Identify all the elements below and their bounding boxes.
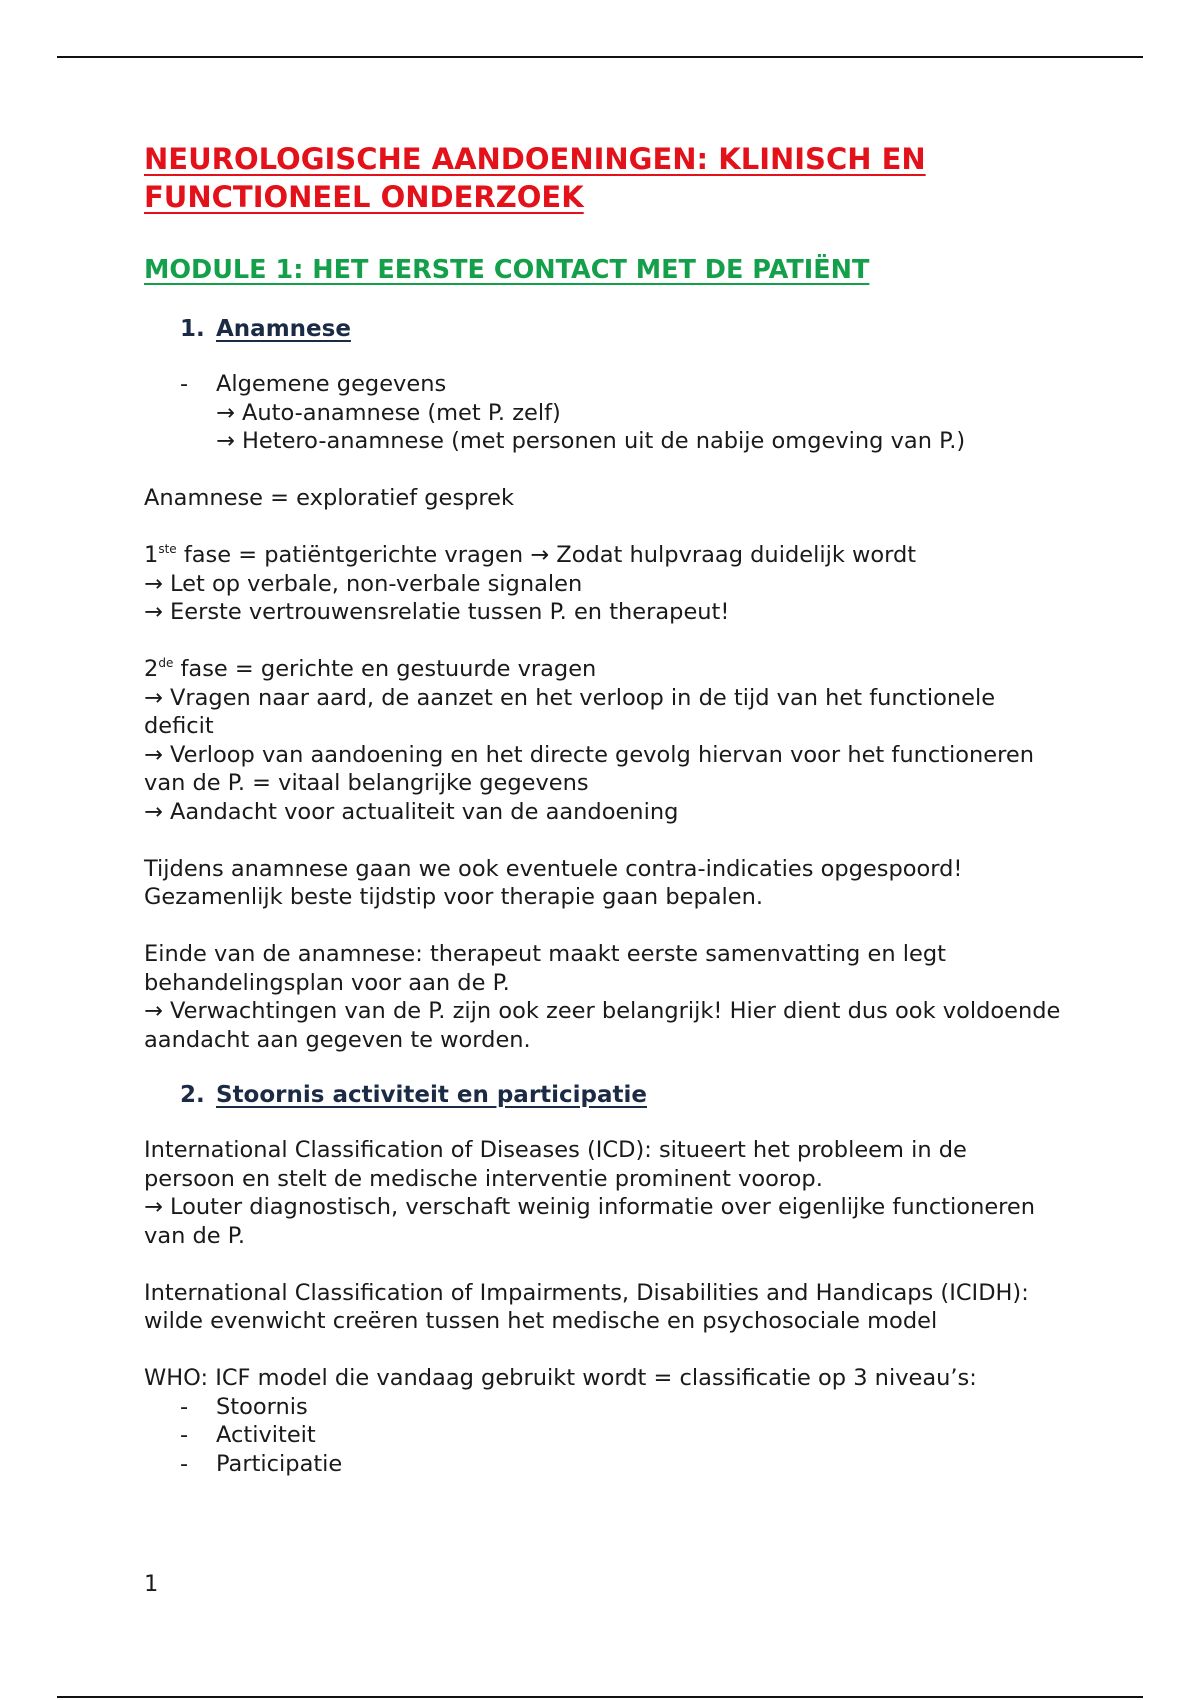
who-text: WHO: ICF model die vandaag gebruikt wordt = classificatie op 3 niveau’s: [144, 1365, 977, 1391]
definition-text: Anamnese = exploratief gesprek [144, 485, 515, 511]
arrow-line: → Aandacht voor actualiteit van de aandoening [144, 798, 679, 825]
header-rule [57, 56, 1143, 58]
arrow-line: → Verloop van aandoening en het directe gevolg hiervan voor het functioneren van de P. = vitaal belangrijke gegevens [144, 741, 1042, 796]
phase1-text: 1ste fase = patiëntgerichte vragen → Zodat hulpvraag duidelijk wordt [144, 542, 917, 568]
section-label: Stoornis activiteit en participatie [216, 1082, 648, 1108]
level-participatie: Participatie [216, 1450, 343, 1477]
list-item: - Algemene gegevens [180, 371, 447, 397]
list-item: - Activiteit [180, 1422, 316, 1448]
phase2-text: 2de fase = gerichte en gestuurde vragen [144, 656, 597, 682]
list-item: - Stoornis [180, 1393, 308, 1420]
section-label: Anamnese [216, 316, 351, 342]
level-stoornis: Stoornis [216, 1393, 308, 1420]
section-heading-anamnese [180, 314, 1064, 344]
arrow-line: → Eerste vertrouwensrelatie tussen P. en therapeut! [144, 599, 730, 625]
arrow-line: → Hetero-anamnese (met personen uit de nabije omgeving van P.) [216, 428, 966, 454]
icidh-text: International Classification of Impairments, Disabilities and Handicaps (ICIDH): wilde evenwicht creëren tussen het medische en psychosociale model [144, 1279, 1036, 1334]
arrow-line: → Auto-anamnese (met P. zelf) [216, 399, 561, 426]
end-of-anamnesis-text: Einde van de anamnese: therapeut maakt eerste samenvatting en legt behandelingsplan voor aan de P. [144, 941, 954, 996]
arrow-line: → Louter diagnostisch, verschaft weinig informatie over eigenlijke functioneren van de P. [144, 1194, 1043, 1249]
arrow-line: → Vragen naar aard, de aanzet en het verloop in de tijd van het functionele deficit [144, 684, 1003, 739]
page-number: 1 [144, 1571, 159, 1597]
level-activiteit: Activiteit [216, 1422, 316, 1448]
section-heading-stoornis [180, 1080, 1064, 1110]
document-title: NEUROLOGISCHE AANDOENINGEN: KLINISCH EN FUNCTIONEEL ONDERZOEK [144, 142, 926, 214]
contra-indications-text: Tijdens anamnese gaan we ook eventuele contra-indicaties opgespoord! Gezamenlijk beste tijdstip voor therapie gaan bepalen. [144, 855, 970, 910]
footer-rule [57, 1696, 1143, 1698]
bullet-text: Algemene gegevens [216, 371, 447, 397]
section-number: 1. [180, 316, 205, 342]
section-number: 2. [180, 1082, 205, 1108]
document-body [144, 140, 1068, 1478]
arrow-line: → Let op verbale, non-verbale signalen [144, 570, 583, 597]
icd-text: International Classification of Diseases (ICD): situeert het probleem in de persoon en stelt de medische interventie prominent voorop. [144, 1137, 975, 1192]
arrow-line: → Verwachtingen van de P. zijn ook zeer belangrijk! Hier dient dus ook voldoende aandacht aan gegeven te worden. [144, 998, 1068, 1053]
list-item: - Participatie [180, 1450, 343, 1477]
module-heading: MODULE 1: HET EERSTE CONTACT MET DE PATIËNT [144, 255, 870, 285]
